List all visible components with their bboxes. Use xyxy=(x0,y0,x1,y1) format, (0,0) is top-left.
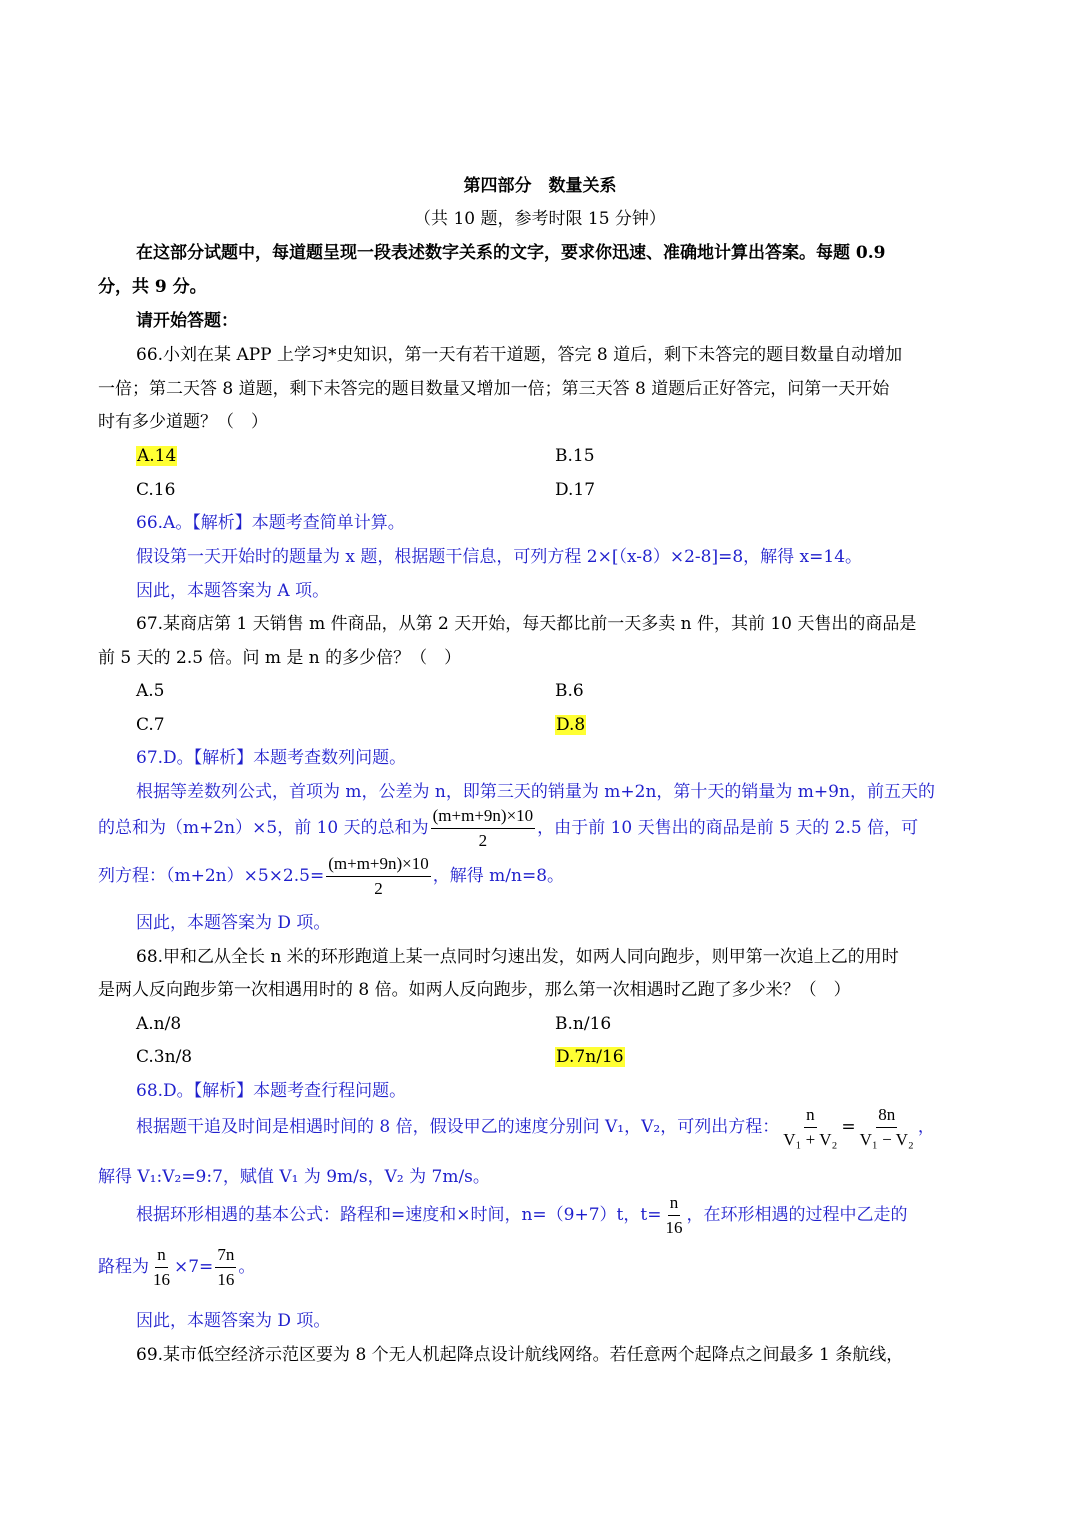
q66-analysis-1: 66.A。【解析】本题考查简单计算。 xyxy=(136,513,405,533)
q66-analysis-2: 假设第一天开始时的题量为 x 题，根据题干信息，可列方程 2×[（x-8）×2-8]=8，解得 x=14。 xyxy=(136,547,863,567)
q68-path-fraction-2: $\frac{7n}{16}$ xyxy=(217,1245,235,1289)
q66-option-d: D.17 xyxy=(555,480,596,500)
q68-path-fraction-1: $\frac{n}{16}$ xyxy=(153,1245,170,1289)
intro-line-2: 分，共 9 分。 xyxy=(98,277,207,297)
q67-line-1: 67.某商店第 1 天销售 m 件商品，从第 2 天开始，每天都比前一天多卖 n 件，其前 10 天售出的商品是 xyxy=(136,614,917,634)
q67-line-2: 前 5 天的 2.5 倍。问 m 是 n 的多少倍？（ ） xyxy=(98,648,462,668)
q67-option-b: B.6 xyxy=(555,681,584,701)
q68-option-b: B.n/16 xyxy=(555,1014,612,1034)
section-title: 第四部分 数量关系 xyxy=(463,176,617,196)
q66-option-c: C.16 xyxy=(136,480,176,500)
q66-option-b: B.15 xyxy=(555,446,595,466)
q68-option-c: C.3n/8 xyxy=(136,1047,193,1067)
q67-analysis-3: 的总和为（m+2n）×5，前 10 天的总和为 $\frac{(m+m+9n)\times 10}{2}$ ，由于前 10 天售出的商品是前 5 天的 2.5 倍，可 xyxy=(98,806,919,850)
q67-option-d: D.8 xyxy=(556,715,586,735)
intro-line-1: 在这部分试题中，每道题呈现一段表述数字关系的文字，要求你迅速、准确地计算出答案。每题 0.9 xyxy=(136,243,886,263)
q67-option-c: C.7 xyxy=(136,715,165,735)
q67-analysis-4: 列方程：（m+2n）×5×2.5= $\frac{(m+m+9n)\times 10}{2}$ ，解得 m/n=8。 xyxy=(98,854,565,898)
q68-analysis-3: 解得 V₁:V₂=9:7，赋值 V₁ 为 9m/s，V₂ 为 7m/s。 xyxy=(98,1167,490,1187)
q68-analysis-1: 68.D。【解析】本题考查行程问题。 xyxy=(136,1081,407,1101)
q66-line-3: 时有多少道题？（ ） xyxy=(98,412,268,432)
q68-line-2: 是两人反向跑步第一次相遇用时的 8 倍。如两人反向跑步，那么第一次相遇时乙跑了多少米？（ ） xyxy=(98,980,851,1000)
q67-analysis-1: 67.D。【解析】本题考查数列问题。 xyxy=(136,748,407,768)
q68-option-d: D.7n/16 xyxy=(556,1047,624,1067)
q69-line-1: 69.某市低空经济示范区要为 8 个无人机起降点设计航线网络。若任意两个起降点之间最多 1 条航线， xyxy=(136,1345,904,1365)
q67-option-a: A.5 xyxy=(136,681,165,701)
q67-fraction-1: $\frac{(m+m+9n)\times 10}{2}$ xyxy=(432,806,534,850)
q68-analysis-5: 路程为 $\frac{n}{16}$ ×7= $\frac{7n}{16}$ 。 xyxy=(98,1245,256,1289)
q66-line-1: 66.小刘在某 APP 上学习*史知识，第一天有若干道题，答完 8 道后，剩下未答完的题目数量自动增加 xyxy=(136,345,903,365)
q66-analysis-3: 因此，本题答案为 A 项。 xyxy=(136,581,330,601)
q67-fraction-2: $\frac{(m+m+9n)\times 10}{2}$ xyxy=(328,854,429,898)
q68-analysis-6: 因此，本题答案为 D 项。 xyxy=(136,1311,331,1331)
q68-line-1: 68.甲和乙从全长 n 米的环形跑道上某一点同时匀速出发，如两人同向跑步，则甲第一次追上乙的用时 xyxy=(136,947,899,967)
q67-analysis-5: 因此，本题答案为 D 项。 xyxy=(136,913,331,933)
q68-analysis-2: 根据题干追及时间是相遇时间的 8 倍，假设甲乙的速度分别问 V₁，V₂，可列出方程： $\frac{n}{\text{V₁ + V₂}}$ = $\frac{8n}{\text{V₁ − V₂}}$ ， xyxy=(136,1105,935,1149)
q66-option-a: A.14 xyxy=(137,446,177,466)
q68-t-fraction: $\frac{n}{16}$ xyxy=(665,1193,683,1237)
q68-eq-left: $\frac{n}{\text{V₁ + V₂}}$ xyxy=(783,1105,838,1149)
q68-option-a: A.n/8 xyxy=(136,1014,182,1034)
intro-start: 请开始答题： xyxy=(136,311,238,331)
q66-line-2: 一倍；第二天答 8 道题，剩下未答完的题目数量又增加一倍；第三天答 8 道题后正好答完，问第一天开始 xyxy=(98,379,890,399)
q68-eq-right: $\frac{8n}{\text{V₁ − V₂}}$ xyxy=(859,1105,914,1149)
q67-analysis-2: 根据等差数列公式，首项为 m，公差为 n，即第三天的销量为 m+2n，第十天的销量为 m+9n，前五天的 xyxy=(136,782,935,802)
q68-analysis-4: 根据环形相遇的基本公式：路程和=速度和×时间，n=（9+7）t，t= $\frac{n}{16}$ ，在环形相遇的过程中乙走的 xyxy=(136,1193,908,1237)
section-subtitle: （共 10 题，参考时限 15 分钟） xyxy=(414,209,666,229)
